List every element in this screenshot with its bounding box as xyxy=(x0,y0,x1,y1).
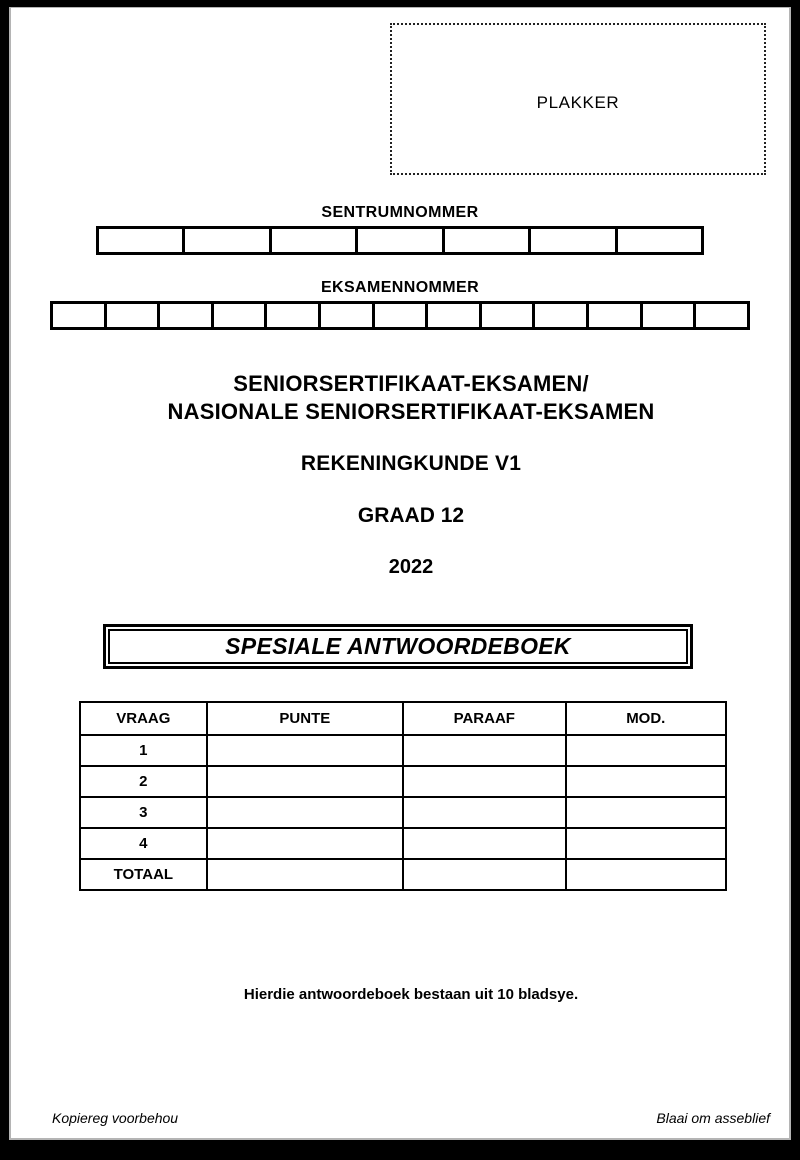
cell-paraaf-q3[interactable] xyxy=(403,797,566,828)
table-row xyxy=(80,766,726,797)
plakker-label: PLAKKER xyxy=(536,93,620,112)
exam-title-line-1: SENIORSERTIFIKAAT-EKSAMEN/ xyxy=(233,371,589,396)
footer-turn-over: Blaai om asseblief xyxy=(656,1110,770,1126)
row-label-q1: 1 xyxy=(80,735,207,766)
row-label-total: TOTAAL xyxy=(80,859,207,890)
number-cell[interactable] xyxy=(53,304,107,327)
answer-book-banner-text: SPESIALE ANTWOORDEBOEK xyxy=(225,633,571,659)
table-row-total xyxy=(80,859,726,890)
cell-punte-q4[interactable] xyxy=(207,828,403,859)
exam-number-label: EKSAMENNOMMER xyxy=(320,279,480,296)
number-cell[interactable] xyxy=(107,304,161,327)
number-cell[interactable] xyxy=(358,229,444,252)
header-paraaf: PARAAF xyxy=(403,702,566,735)
header-vraag: VRAAG xyxy=(80,702,207,735)
number-cell[interactable] xyxy=(445,229,531,252)
answer-book-banner-inner xyxy=(108,629,688,664)
year-title: 2022 xyxy=(388,556,434,578)
header-mod: MOD. xyxy=(566,702,726,735)
number-cell[interactable] xyxy=(185,229,271,252)
table-row xyxy=(80,828,726,859)
number-cell[interactable] xyxy=(696,304,747,327)
cell-punte-q3[interactable] xyxy=(207,797,403,828)
marks-table-header-row xyxy=(80,702,726,735)
title-block xyxy=(22,370,800,579)
number-cell[interactable] xyxy=(375,304,429,327)
number-cell[interactable] xyxy=(535,304,589,327)
marks-table-body xyxy=(80,735,726,890)
cell-mod-q2[interactable] xyxy=(566,766,726,797)
number-cell[interactable] xyxy=(214,304,268,327)
cell-paraaf-total[interactable] xyxy=(403,859,566,890)
centre-number-boxes[interactable] xyxy=(96,226,704,255)
number-cell[interactable] xyxy=(321,304,375,327)
number-cell[interactable] xyxy=(618,229,701,252)
exam-title-line-2: NASIONALE SENIORSERTIFIKAAT-EKSAMEN xyxy=(167,399,655,424)
exam-cover-page xyxy=(11,8,789,1138)
page-footer xyxy=(22,1103,800,1133)
cell-paraaf-q2[interactable] xyxy=(403,766,566,797)
number-cell[interactable] xyxy=(643,304,697,327)
cell-punte-q2[interactable] xyxy=(207,766,403,797)
number-cell[interactable] xyxy=(272,229,358,252)
table-row xyxy=(80,797,726,828)
grade-title: GRAAD 12 xyxy=(357,504,465,527)
cell-punte-total[interactable] xyxy=(207,859,403,890)
subject-title: REKENINGKUNDE V1 xyxy=(300,452,522,475)
header-punte: PUNTE xyxy=(207,702,403,735)
cell-punte-q1[interactable] xyxy=(207,735,403,766)
number-cell[interactable] xyxy=(160,304,214,327)
footer-copyright: Kopiereg voorbehou xyxy=(52,1110,179,1126)
number-cell[interactable] xyxy=(267,304,321,327)
cell-mod-q1[interactable] xyxy=(566,735,726,766)
table-row xyxy=(80,735,726,766)
cell-mod-total[interactable] xyxy=(566,859,726,890)
pages-note: Hierdie antwoordeboek bestaan uit 10 bladsye. xyxy=(243,986,579,1003)
number-cell[interactable] xyxy=(589,304,643,327)
answer-book-banner xyxy=(103,624,693,669)
cell-paraaf-q1[interactable] xyxy=(403,735,566,766)
number-cell[interactable] xyxy=(482,304,536,327)
row-label-q3: 3 xyxy=(80,797,207,828)
row-label-q2: 2 xyxy=(80,766,207,797)
row-label-q4: 4 xyxy=(80,828,207,859)
number-cell[interactable] xyxy=(428,304,482,327)
exam-number-boxes[interactable] xyxy=(50,301,750,330)
centre-number-label: SENTRUMNOMMER xyxy=(321,204,479,221)
plakker-box[interactable] xyxy=(390,23,766,175)
cell-mod-q4[interactable] xyxy=(566,828,726,859)
number-cell[interactable] xyxy=(531,229,617,252)
number-cell[interactable] xyxy=(99,229,185,252)
marks-table xyxy=(79,701,727,891)
cell-mod-q3[interactable] xyxy=(566,797,726,828)
cell-paraaf-q4[interactable] xyxy=(403,828,566,859)
